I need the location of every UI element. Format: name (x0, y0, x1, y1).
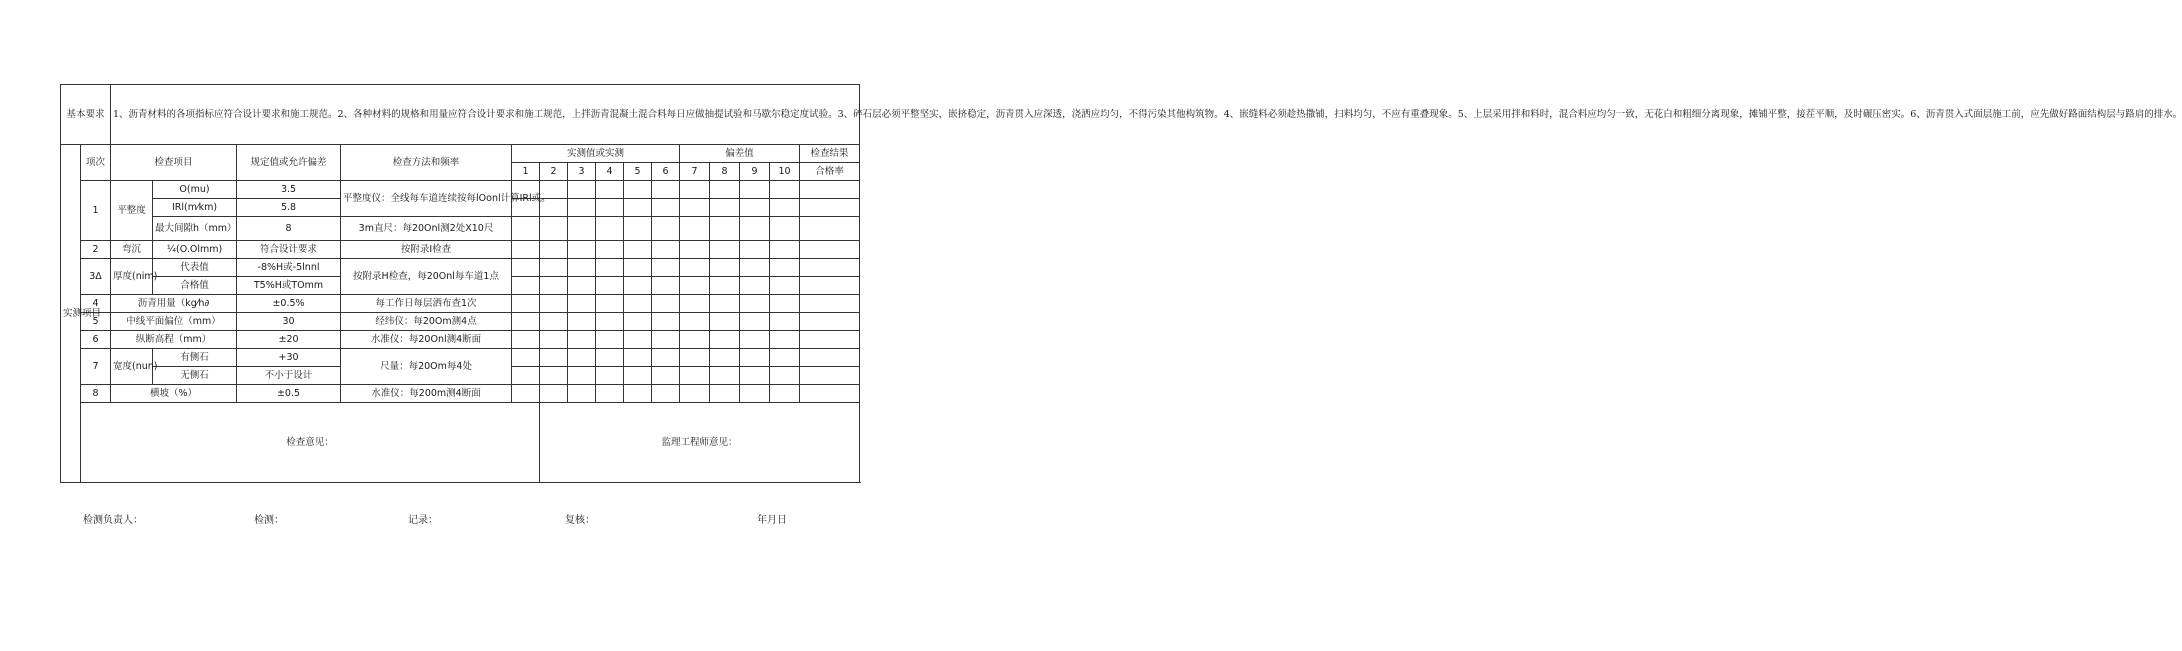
measurement-cell[interactable] (710, 367, 740, 385)
measurement-cell[interactable] (680, 181, 710, 199)
measurement-cell[interactable] (770, 199, 800, 217)
measurement-cell[interactable] (652, 349, 680, 367)
measurement-cell[interactable] (512, 295, 540, 313)
row-method: 尺量：每20Om每4处 (341, 349, 512, 385)
measurement-cell[interactable] (540, 349, 568, 367)
measurement-cell[interactable] (540, 217, 568, 241)
measurement-cell[interactable] (770, 217, 800, 241)
measurement-cell[interactable] (596, 277, 624, 295)
row-method: 水准仪：每20Onl测4断面 (341, 331, 512, 349)
row-spec: 不小于设计 (237, 367, 341, 385)
measurement-cell[interactable] (770, 181, 800, 199)
measurement-cell[interactable] (512, 241, 540, 259)
table-row (61, 295, 860, 313)
measurement-cell[interactable] (540, 277, 568, 295)
header-pass-rate: 合格率 (800, 163, 860, 181)
measurement-cell[interactable] (710, 241, 740, 259)
header-col-10: 10 (770, 163, 800, 181)
measurement-cell[interactable] (740, 277, 770, 295)
row-spec: 30 (237, 313, 341, 331)
inspection-form (60, 84, 2182, 508)
row-no: 7 (81, 349, 111, 385)
measurement-cell[interactable] (540, 385, 568, 403)
measurement-cell[interactable] (710, 181, 740, 199)
measurement-cell[interactable] (540, 241, 568, 259)
date-label: 年月日 (757, 515, 787, 526)
measurement-cell[interactable] (568, 217, 596, 241)
measurement-cell[interactable] (710, 385, 740, 403)
measurement-cell[interactable] (770, 385, 800, 403)
measurement-cell[interactable] (740, 295, 770, 313)
row-spec: ±0.5% (237, 295, 341, 313)
measurement-cell[interactable] (624, 217, 652, 241)
row-spec: ±20 (237, 331, 341, 349)
row-sub-item: 有侧石 (153, 349, 237, 367)
measurement-cell[interactable] (568, 385, 596, 403)
measurement-cell[interactable] (740, 385, 770, 403)
row-spec: T5%H或TOmm (237, 277, 341, 295)
row-sub-item: 无侧石 (153, 367, 237, 385)
measurement-cell[interactable] (770, 367, 800, 385)
inspector-lead-label: 检测负责人： (83, 515, 143, 526)
measurement-cell[interactable] (512, 313, 540, 331)
measurement-cell[interactable] (680, 259, 710, 277)
measurement-cell[interactable] (596, 295, 624, 313)
table-row (61, 313, 860, 331)
measurement-cell[interactable] (680, 367, 710, 385)
measurement-cell[interactable] (652, 241, 680, 259)
measurement-cell[interactable] (624, 295, 652, 313)
measurement-cell[interactable] (740, 313, 770, 331)
row-item: 宽度(nun) (111, 349, 153, 385)
measurement-cell[interactable] (568, 181, 596, 199)
header-method: 检查方法和频率 (341, 145, 512, 181)
measurement-cell[interactable] (710, 349, 740, 367)
measurement-cell[interactable] (652, 367, 680, 385)
row-sub-item: O(mu) (153, 181, 237, 199)
row-item: 沥青用量（kg⁄h∂ (111, 295, 237, 313)
measurement-cell[interactable] (596, 259, 624, 277)
measurement-cell[interactable] (770, 259, 800, 277)
measurement-cell[interactable] (740, 259, 770, 277)
measurement-cell[interactable] (740, 367, 770, 385)
table-row (61, 349, 860, 367)
row-item: 纵断高程（mm） (111, 331, 237, 349)
header-row-1 (61, 145, 860, 163)
opinions-row (61, 403, 860, 483)
row-spec: 3.5 (237, 181, 341, 199)
inspector-label: 检测： (254, 515, 284, 526)
measurement-cell[interactable] (800, 277, 860, 295)
row-sub-item: IRl(m⁄km) (153, 199, 237, 217)
header-deviation: 偏差值 (680, 145, 800, 163)
table-row (61, 241, 860, 259)
header-col-5: 5 (624, 163, 652, 181)
measurement-cell[interactable] (568, 331, 596, 349)
measurement-cell[interactable] (512, 217, 540, 241)
measurement-cell[interactable] (624, 277, 652, 295)
measurement-cell[interactable] (596, 349, 624, 367)
measurement-cell[interactable] (624, 241, 652, 259)
header-measured: 实测值或实测 (512, 145, 680, 163)
measurement-cell[interactable] (800, 241, 860, 259)
table-row (61, 217, 860, 241)
measurement-cell[interactable] (800, 331, 860, 349)
row-no: 8 (81, 385, 111, 403)
measurement-cell[interactable] (652, 331, 680, 349)
basic-requirements-text: 1、沥青材料的各项指标应符合设计要求和施工规范。2、各种材料的规格和用量应符合设计要求和施工规范，上拌沥青混凝土混合料每日应做抽提试验和马歇尔稳定度试验。3、碎石层必须平整坚实，嵌挤稳定，沥青贯入应深透，浇洒应均匀，不得污染其他构筑物。4、嵌缝料必须趁热撒铺，扫料均匀，不应有重叠现象。5、上层采用拌和料时，混合料应均匀一致，无花白和粗细分离现象，摊铺平整，接茬平顺，及时碾压密实。6、沥青贯入式面层施工前，应先做好路面结构层与路肩的排水。 (111, 85, 860, 145)
row-sub-item: 最大间隙h（mm） (153, 217, 237, 241)
table-row (61, 385, 860, 403)
measurement-cell[interactable] (680, 277, 710, 295)
measurement-cell[interactable] (740, 331, 770, 349)
row-item: 平整度 (111, 181, 153, 241)
measurement-cell[interactable] (800, 199, 860, 217)
measurement-cell[interactable] (624, 199, 652, 217)
measurement-cell[interactable] (800, 181, 860, 199)
measurement-cell[interactable] (710, 277, 740, 295)
measurement-cell[interactable] (512, 277, 540, 295)
measurement-cell[interactable] (624, 385, 652, 403)
measurement-cell[interactable] (512, 349, 540, 367)
row-no: 5 (81, 313, 111, 331)
measurement-cell[interactable] (680, 217, 710, 241)
row-item: 厚度(nim) (111, 259, 153, 295)
table-row (61, 331, 860, 349)
row-method: 3m直尺：每20Onl测2处X10尺 (341, 217, 512, 241)
measurement-cell[interactable] (512, 385, 540, 403)
measurement-cell[interactable] (568, 259, 596, 277)
header-spec: 规定值或允许偏差 (237, 145, 341, 181)
measurement-cell[interactable] (800, 313, 860, 331)
measurement-cell[interactable] (740, 349, 770, 367)
measurement-cell[interactable] (770, 277, 800, 295)
header-col-4: 4 (596, 163, 624, 181)
inspection-table (60, 84, 2182, 483)
measurement-cell[interactable] (568, 349, 596, 367)
measurement-cell[interactable] (770, 313, 800, 331)
measurement-cell[interactable] (624, 349, 652, 367)
measurement-cell[interactable] (770, 295, 800, 313)
measurement-cell[interactable] (540, 259, 568, 277)
supervisor-opinion-field[interactable]: 监理工程师意见： (540, 403, 860, 483)
header-no: 项次 (81, 145, 111, 181)
row-item: 中线平面偏位（mm） (111, 313, 237, 331)
measurement-cell[interactable] (652, 181, 680, 199)
measurement-cell[interactable] (652, 217, 680, 241)
signature-footer (0, 511, 920, 525)
measurement-cell[interactable] (568, 277, 596, 295)
measurement-cell[interactable] (740, 217, 770, 241)
measurement-cell[interactable] (624, 367, 652, 385)
measurement-cell[interactable] (652, 277, 680, 295)
measurement-cell[interactable] (800, 295, 860, 313)
measurement-cell[interactable] (740, 241, 770, 259)
measurement-cell[interactable] (624, 313, 652, 331)
measurement-cell[interactable] (800, 349, 860, 367)
header-col-1: 1 (512, 163, 540, 181)
row-sub-item: 合格值 (153, 277, 237, 295)
measurement-cell[interactable] (770, 349, 800, 367)
row-spec: 8 (237, 217, 341, 241)
row-spec: 符合设计要求 (237, 241, 341, 259)
row-method: 经纬仪：每20Om测4点 (341, 313, 512, 331)
measurement-cell[interactable] (770, 241, 800, 259)
table-row (61, 259, 860, 277)
measurement-cell[interactable] (540, 331, 568, 349)
row-item: 横坡（%） (111, 385, 237, 403)
header-col-8: 8 (710, 163, 740, 181)
row-unit: ¼(O.Olmm) (153, 241, 237, 259)
measurement-cell[interactable] (680, 331, 710, 349)
row-spec: 5.8 (237, 199, 341, 217)
measurement-cell[interactable] (710, 331, 740, 349)
measurement-cell[interactable] (652, 199, 680, 217)
measurement-cell[interactable] (710, 259, 740, 277)
measurement-cell[interactable] (596, 199, 624, 217)
measurement-cell[interactable] (710, 295, 740, 313)
basic-requirements-row (61, 85, 860, 145)
measurement-cell[interactable] (710, 199, 740, 217)
measurement-cell[interactable] (540, 295, 568, 313)
section-label: 实测项目 (61, 145, 81, 483)
measurement-cell[interactable] (568, 313, 596, 331)
measurement-cell[interactable] (770, 331, 800, 349)
measurement-cell[interactable] (652, 385, 680, 403)
row-method: 按附录I检查 (341, 241, 512, 259)
measurement-cell[interactable] (568, 367, 596, 385)
measurement-cell[interactable] (624, 331, 652, 349)
row-sub-item: 代表值 (153, 259, 237, 277)
reviewer-label: 复核： (565, 515, 595, 526)
measurement-cell[interactable] (652, 313, 680, 331)
measurement-cell[interactable] (596, 241, 624, 259)
header-result: 检查结果 (800, 145, 860, 163)
measurement-cell[interactable] (800, 217, 860, 241)
row-no: 2 (81, 241, 111, 259)
basic-requirements-label: 基本要求 (61, 85, 111, 145)
measurement-cell[interactable] (652, 295, 680, 313)
row-method: 按附录H检查，每20Onl每车道1点 (341, 259, 512, 295)
check-opinion-field[interactable]: 检查意见： (81, 403, 540, 483)
header-col-2: 2 (540, 163, 568, 181)
table-row (61, 181, 860, 199)
row-no: 4 (81, 295, 111, 313)
measurement-cell[interactable] (512, 367, 540, 385)
measurement-cell[interactable] (800, 367, 860, 385)
row-method: 每工作日每层洒布查1次 (341, 295, 512, 313)
header-col-6: 6 (652, 163, 680, 181)
measurement-cell[interactable] (680, 241, 710, 259)
measurement-cell[interactable] (540, 313, 568, 331)
measurement-cell[interactable] (540, 367, 568, 385)
recorder-label: 记录： (408, 515, 438, 526)
measurement-cell[interactable] (800, 259, 860, 277)
header-col-9: 9 (740, 163, 770, 181)
measurement-cell[interactable] (740, 181, 770, 199)
measurement-cell[interactable] (568, 241, 596, 259)
measurement-cell[interactable] (512, 259, 540, 277)
measurement-cell[interactable] (596, 217, 624, 241)
row-method: 平整度仪：全线每车道连续按每lOonl计算IRl或。 (341, 181, 512, 217)
row-method: 水准仪：每200m测4断面 (341, 385, 512, 403)
row-no: 3Δ (81, 259, 111, 295)
measurement-cell[interactable] (680, 385, 710, 403)
measurement-cell[interactable] (652, 259, 680, 277)
measurement-cell[interactable] (680, 199, 710, 217)
measurement-cell[interactable] (596, 331, 624, 349)
measurement-cell[interactable] (680, 313, 710, 331)
measurement-cell[interactable] (568, 295, 596, 313)
measurement-cell[interactable] (800, 385, 860, 403)
measurement-cell[interactable] (596, 313, 624, 331)
header-col-7: 7 (680, 163, 710, 181)
measurement-cell[interactable] (512, 331, 540, 349)
header-col-3: 3 (568, 163, 596, 181)
measurement-cell[interactable] (740, 199, 770, 217)
measurement-cell[interactable] (710, 217, 740, 241)
row-spec: ±0.5 (237, 385, 341, 403)
row-spec: -8%H或-5lnnl (237, 259, 341, 277)
measurement-cell[interactable] (680, 349, 710, 367)
measurement-cell[interactable] (680, 295, 710, 313)
measurement-cell[interactable] (624, 259, 652, 277)
row-spec: +30 (237, 349, 341, 367)
header-item: 检查项目 (111, 145, 237, 181)
measurement-cell[interactable] (710, 313, 740, 331)
row-no: 1 (81, 181, 111, 241)
measurement-cell[interactable] (568, 199, 596, 217)
measurement-cell[interactable] (624, 181, 652, 199)
measurement-cell[interactable] (596, 367, 624, 385)
measurement-cell[interactable] (596, 385, 624, 403)
row-no: 6 (81, 331, 111, 349)
measurement-cell[interactable] (596, 181, 624, 199)
row-item: 弯沉 (111, 241, 153, 259)
